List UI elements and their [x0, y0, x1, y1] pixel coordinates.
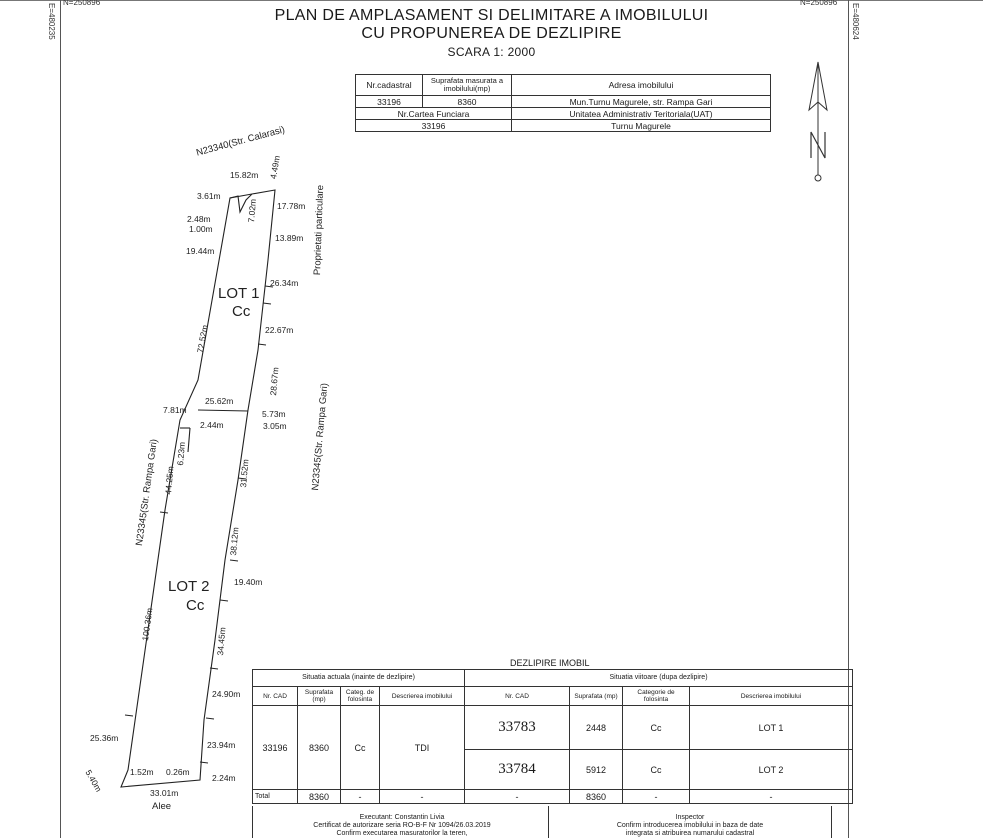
dez-col-descrierea-v: Descrierea imobilului — [690, 687, 853, 706]
inspector-confirm-2: integrata si atribuirea numarului cadastral — [625, 830, 755, 837]
dez-col-nr-cad-v: Nr. CAD — [465, 687, 570, 706]
executant-certificate: Certificat de autorizare seria RO-B-F Nr 1094/26.03.2019 — [313, 822, 491, 829]
distance-label: 5.73m — [262, 409, 286, 419]
corner-right-vertical: E=480624 — [851, 3, 860, 40]
distance-label: 100.36m — [140, 607, 155, 642]
distance-label: 22.67m — [265, 325, 294, 335]
inspector-title: Inspector — [675, 814, 705, 821]
info-nr-cadastral: 33196 — [356, 96, 423, 108]
distance-label: 5.40m — [83, 768, 104, 794]
dezlipire-table — [252, 669, 853, 804]
dez-col-categ: Categ. de folosinta — [341, 687, 380, 706]
info-col-suprafata: Suprafata masurata a imobilului(mp) — [423, 75, 512, 96]
dez-total-label: Total — [253, 790, 298, 804]
title-line-2: CU PROPUNEREA DE DEZLIPIRE — [361, 25, 622, 42]
info-uat: Turnu Magurele — [512, 120, 771, 132]
distance-label: 3.05m — [263, 421, 287, 431]
dez-total-dash: - — [341, 790, 380, 804]
inspector-confirm: Confirm introducerea imobilului in baza de date — [616, 822, 764, 829]
inspector-block — [555, 814, 825, 838]
info-col-uat: Unitatea Administrativ Teritoriala(UAT) — [512, 108, 771, 120]
dez-row-cad: 33784 — [465, 750, 570, 790]
dez-row-categ: Cc — [623, 706, 690, 750]
lot1-label: LOT 1 — [218, 285, 260, 302]
dez-total-dash: - — [380, 790, 465, 804]
dez-row-suprafata: 2448 — [570, 706, 623, 750]
distance-label: 0.26m — [166, 767, 190, 777]
lot2-category: Cc — [186, 597, 205, 614]
distance-label: 28.67m — [268, 366, 281, 396]
distance-label: 44.25m — [163, 465, 176, 495]
dez-row-desc: LOT 2 — [690, 750, 853, 790]
dez-total-dash: - — [690, 790, 853, 804]
distance-label: 25.62m — [205, 396, 234, 406]
street-bottom-label: Alee — [152, 801, 172, 812]
dez-total-dash: - — [465, 790, 570, 804]
executant-name: Executant: Constantin Livia — [359, 814, 445, 821]
lot1-category: Cc — [232, 303, 251, 320]
info-col-adresa: Adresa imobilului — [512, 75, 771, 96]
dez-actual-cad: 33196 — [253, 706, 298, 790]
dez-col-nr-cad: Nr. CAD — [253, 687, 298, 706]
distance-label: 7.02m — [246, 198, 259, 223]
signature-divider — [548, 806, 549, 838]
distance-label: 34.45m — [215, 626, 228, 656]
distance-label: 3.61m — [197, 191, 221, 201]
distance-label: 4.49m — [268, 154, 282, 180]
distance-label: 6.23m — [175, 441, 188, 466]
distance-label: 33.01m — [150, 788, 179, 798]
scale-label: SCARA 1: 2000 — [447, 45, 536, 59]
info-adresa: Mun.Turnu Magurele, str. Rampa Gari — [512, 96, 771, 108]
distance-label: 1.52m — [130, 767, 154, 777]
distance-label: 7.81m — [163, 405, 187, 415]
executant-block — [262, 814, 542, 838]
dez-col-suprafata-v: Suprafata (mp) — [570, 687, 623, 706]
dez-actual-desc: TDI — [380, 706, 465, 790]
distance-label: 1.00m — [189, 224, 213, 234]
dez-col-suprafata: Suprafata (mp) — [298, 687, 341, 706]
distance-label: 2.48m — [187, 214, 211, 224]
distance-label: 19.40m — [234, 577, 263, 587]
dez-total-actual: 8360 — [298, 790, 341, 804]
dez-situatia-actuala: Situatia actuala (inainte de dezlipire) — [253, 670, 465, 687]
dez-situatia-viitoare: Situatia viitoare (dupa dezlipire) — [465, 670, 853, 687]
dez-total-viitor: 8360 — [570, 790, 623, 804]
dez-col-categorie-v: Categorie de folosinta — [623, 687, 690, 706]
distance-label: 25.36m — [90, 733, 119, 743]
distance-label: 2.24m — [212, 773, 236, 783]
distance-label: 2.44m — [200, 420, 224, 430]
executant-confirm: Confirm executarea masuratorilor la teren, — [336, 830, 468, 837]
dez-col-descrierea: Descrierea imobilului — [380, 687, 465, 706]
info-col-nr-cadastral: Nr.cadastral — [356, 75, 423, 96]
dez-row-desc: LOT 1 — [690, 706, 853, 750]
dez-actual-categ: Cc — [341, 706, 380, 790]
dez-row-cad: 33783 — [465, 706, 570, 750]
distance-label: 17.78m — [277, 201, 306, 211]
distance-label: 72.52m — [195, 324, 210, 354]
dez-row-categ: Cc — [623, 750, 690, 790]
street-right-top-label: Proprietati particulare — [312, 184, 327, 276]
distance-label: 26.34m — [270, 278, 299, 288]
dez-row-suprafata: 5912 — [570, 750, 623, 790]
info-col-carte-funciara: Nr.Cartea Funciara — [356, 108, 512, 120]
distance-label: 31.52m — [238, 458, 251, 488]
street-top-label: N23340(Str. Calarasi) — [195, 124, 287, 159]
info-carte-funciara: 33196 — [356, 120, 512, 132]
corner-left-vertical: E=480235 — [47, 3, 56, 40]
distance-label: 19.44m — [186, 246, 215, 256]
dez-total-dash: - — [623, 790, 690, 804]
distance-label: 15.82m — [230, 170, 259, 180]
distance-label: 13.89m — [275, 233, 304, 243]
lot2-label: LOT 2 — [168, 578, 210, 595]
distance-label: 23.94m — [207, 740, 236, 750]
distance-label: 24.90m — [212, 689, 241, 699]
dezlipire-title: DEZLIPIRE IMOBIL — [510, 658, 590, 668]
corner-top-right: N=250896 — [800, 0, 838, 7]
distance-label: 38.12m — [228, 526, 241, 556]
info-suprafata: 8360 — [423, 96, 512, 108]
dez-actual-suprafata: 8360 — [298, 706, 341, 790]
title-line-1: PLAN DE AMPLASAMENT SI DELIMITARE A IMOBILULUI — [274, 7, 709, 24]
street-left-label: N23345(Str. Rampa Gari) — [134, 438, 160, 547]
street-right-label: N23345(Str. Rampa Gari) — [310, 382, 331, 491]
corner-top-left: N=250896 — [63, 0, 101, 7]
